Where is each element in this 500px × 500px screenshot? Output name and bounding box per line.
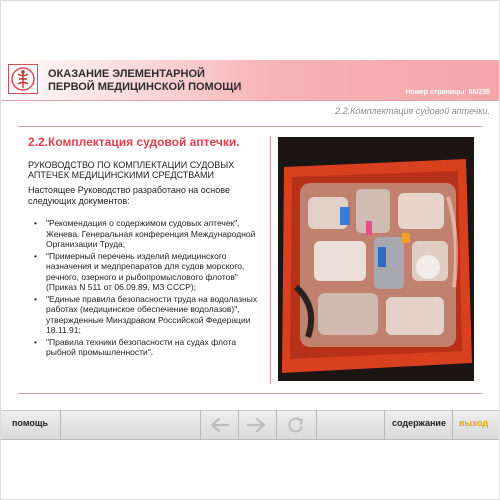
bullet: • xyxy=(34,336,37,347)
toolbar-separator xyxy=(238,410,239,440)
section-title: 2.2.Комплектация судовой аптечки. xyxy=(28,135,240,149)
document-heading: РУКОВОДСТВО ПО КОМПЛЕКТАЦИИ СУДОВЫХ АПТЕЧЕК МЕДИЦИНСКИМИ СРЕДСТВАМИ xyxy=(28,160,235,180)
list-item xyxy=(34,337,266,358)
frame-border-top xyxy=(0,0,500,1)
arrow-right-icon[interactable] xyxy=(246,415,268,435)
toolbar-separator xyxy=(276,410,277,440)
page-counter: Номер страницы: 65/235 xyxy=(405,89,490,96)
help-button[interactable]: помощь xyxy=(12,418,48,428)
bullet: • xyxy=(34,218,37,228)
toolbar-separator xyxy=(60,410,61,440)
toolbar-separator xyxy=(200,410,201,440)
first-aid-kit-illustration xyxy=(278,137,474,381)
source-documents-list xyxy=(34,218,266,359)
arrow-left-icon[interactable] xyxy=(208,415,230,435)
reload-icon[interactable] xyxy=(285,415,307,435)
header-divider xyxy=(1,100,499,101)
content-divider xyxy=(270,136,271,384)
toolbar-separator xyxy=(452,410,453,440)
exit-button[interactable]: выход xyxy=(459,418,489,428)
bullet: • xyxy=(34,293,37,304)
list-item xyxy=(34,251,266,293)
list-item-text: "Рекомендация о содержимом судовых аптечек", Женева. Генеральная конференция Международной Организации Труда; xyxy=(46,218,256,249)
list-item xyxy=(34,294,266,336)
intro-text: Настоящее Руководство разработано на основе следующих документов: xyxy=(28,185,230,206)
list-item-text: "Примерный перечень изделий медицинского назначения и медпрепаратов для судов морского, речного, озерного и рыбопромыслового флотов" (Приказ N 511 от 06.09.89, МЗ СССР); xyxy=(46,250,245,292)
first-aid-kit-photo xyxy=(278,137,474,381)
toolbar-separator xyxy=(384,410,385,440)
bullet: • xyxy=(34,250,37,261)
contents-button[interactable]: содержание xyxy=(392,418,446,428)
breadcrumb: 2.2.Комплектация судовой аптечки. xyxy=(335,106,490,116)
toolbar-separator xyxy=(316,410,317,440)
list-item-text: "Правила техники безопасности на судах флота рыбной промышленности". xyxy=(46,336,237,357)
app-title: ОКАЗАНИЕ ЭЛЕМЕНТАРНОЙ ПЕРВОЙ МЕДИЦИНСКОЙ ПОМОЩИ xyxy=(48,68,242,93)
list-item-text: "Единые правила безопасности труда на водолазных работах (медицинское обеспечение водолазов)", утвержденные Минздравом Российской Федерации 18.11.91; xyxy=(46,293,258,335)
medical-logo-icon xyxy=(10,66,36,92)
list-item xyxy=(34,218,266,250)
